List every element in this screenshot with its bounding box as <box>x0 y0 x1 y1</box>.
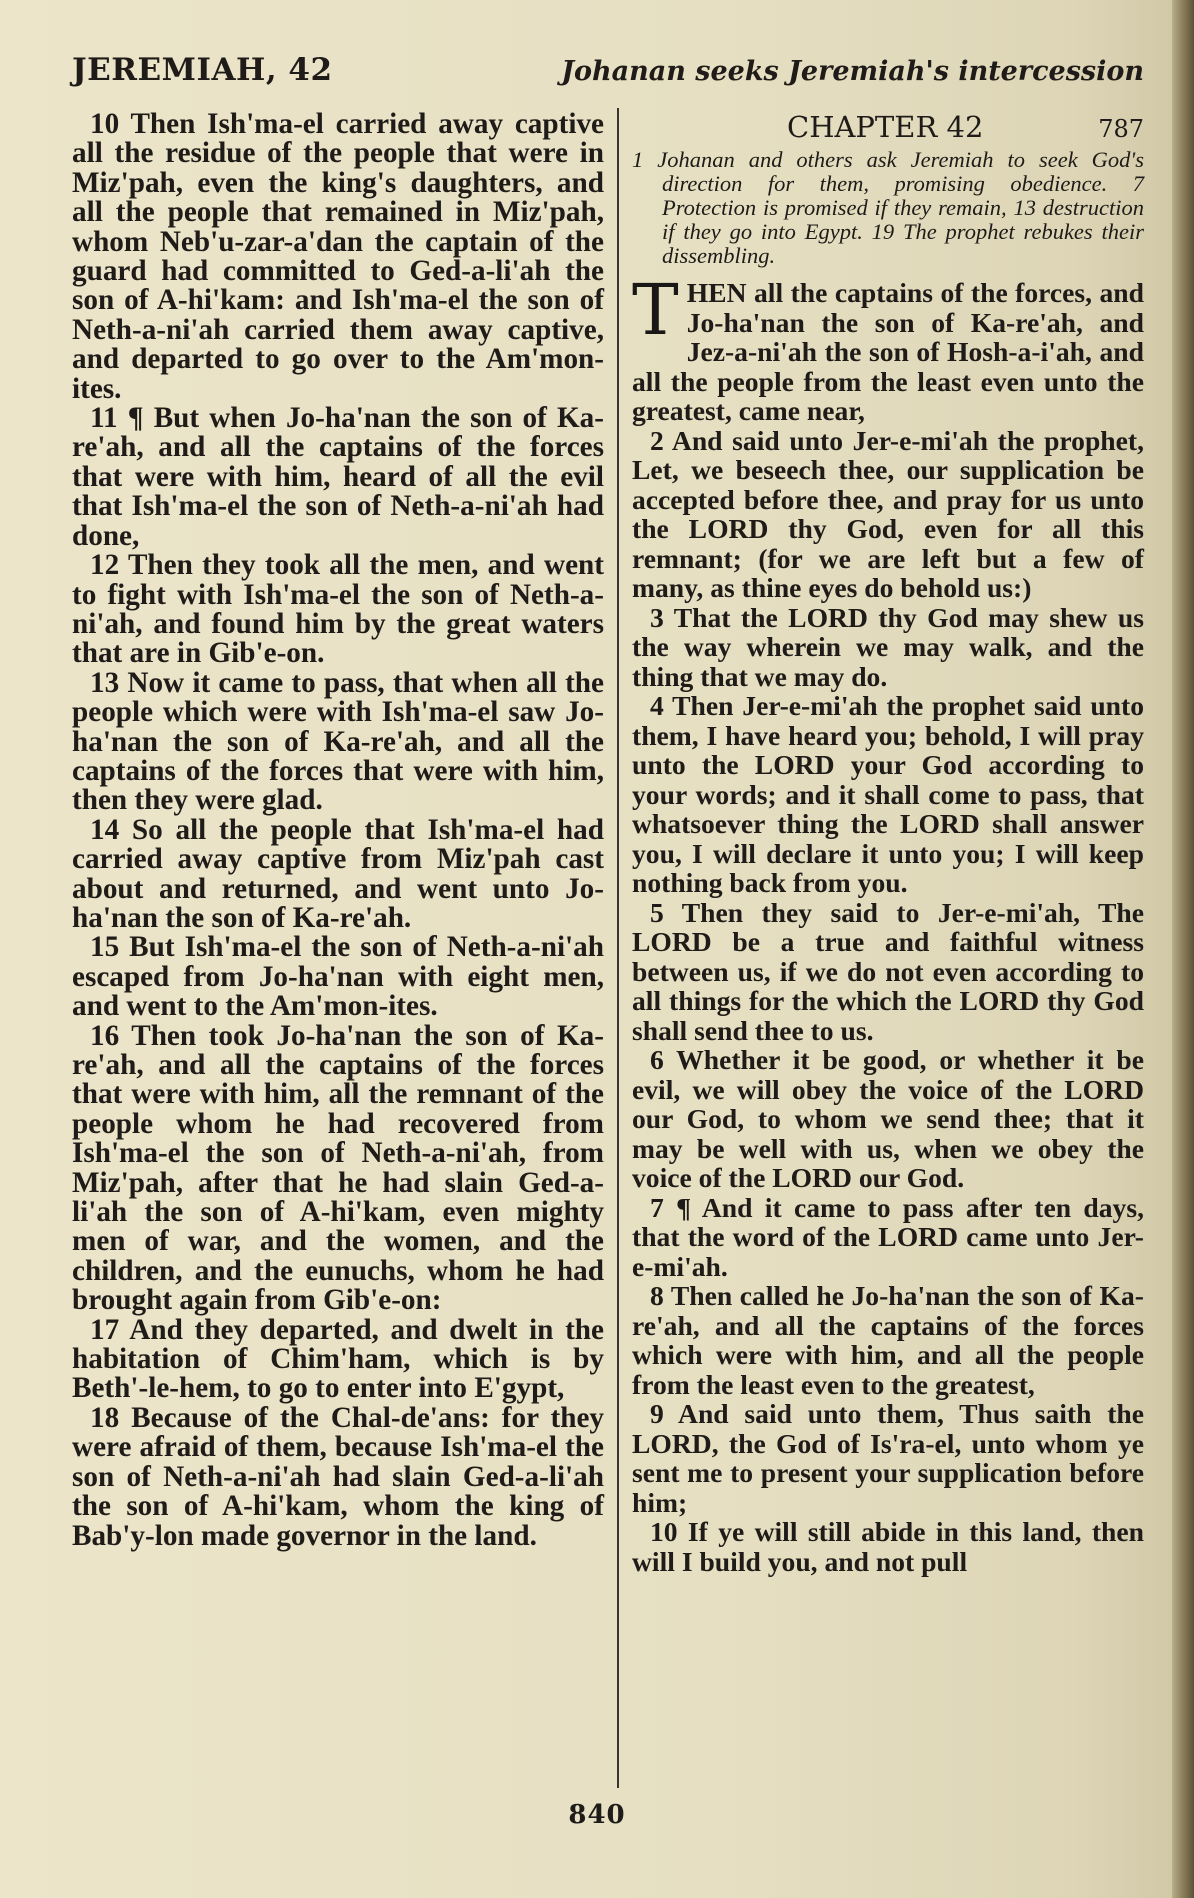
column-divider <box>617 108 619 1788</box>
chapter-page-number: 787 <box>1098 115 1144 143</box>
verse: 2 And said unto Jer-e-mi'ah the prophet, Let, we beseech thee, our supplication be accepted before thee, and pray for us unto the LORD thy God, even for all this remnant; (for we are left but a few of many, as thine eyes do behold us:) <box>632 424 1144 603</box>
drop-cap: T <box>632 269 679 351</box>
page-number: 840 <box>568 1800 626 1830</box>
page-edge <box>1172 0 1194 1898</box>
right-column <box>632 110 1144 1576</box>
verse: 7 ¶ And it came to pass after ten days, that the word of the LORD came unto Jer-e-mi'ah. <box>632 1191 1144 1282</box>
verse: 5 Then they said to Jer-e-mi'ah, The LORD be a true and faithful witness between us, if we do not even according to all things for the which the LORD thy God shall send thee to us. <box>632 896 1144 1046</box>
verse: 17 And they departed, and dwelt in the habitation of Chim'ham, which is by Beth'-le-hem, to go to enter into E'gypt, <box>72 1313 604 1405</box>
verse: 10 Then Ish'ma-el carried away captive all the residue of the people that were in Miz'pah, even the king's daughters, and all the people that remained in Miz'pah, whom Neb'u-zar-a'dan the captain of the guard had committed to Ged-a-li'ah the son of A-hi'kam: and Ish'ma-el the son of Neth-a-ni'ah carried them away captive, and departed to go over to the Am'mon-ites. <box>72 108 604 405</box>
verse-1-text: HEN all the captains of the forces, and Jo-ha'nan the son of Ka-re'ah, and Jez-a-ni'ah the son of Hosh-a-i'ah, and all the people from the least even unto the greatest, came near, <box>632 277 1144 426</box>
verse: 11 ¶ But when Jo-ha'nan the son of Ka-re'ah, and all the captains of the forces that were with him, heard of all the evil that Ish'ma-el the son of Neth-a-ni'ah had done, <box>72 402 604 552</box>
verse-1 <box>632 269 1144 426</box>
verse: 12 Then they took all the men, and went to fight with Ish'ma-el the son of Neth-a-ni'ah, and found him by the great waters that are in Gib'e-on. <box>72 549 604 670</box>
verse: 13 Now it came to pass, that when all the people which were with Ish'ma-el saw Jo-ha'nan the son of Ka-re'ah, and all the captains of the forces that were with him, then they were glad. <box>72 666 604 817</box>
running-head: JEREMIAH, 42 <box>72 52 333 88</box>
running-title: Johanan seeks Jeremiah's intercession <box>561 56 1144 87</box>
verse: 4 Then Jer-e-mi'ah the prophet said unto them, I have heard you; behold, I will pray unto the LORD your God according to your words; and it shall come to pass, that whatsoever thing the LORD shall answer you, I will declare it unto you; I will keep nothing back from you. <box>632 690 1144 898</box>
chapter-summary: 1 Johanan and others ask Jeremiah to seek God's direction for them, promising obedience. 7 Protection is promised if they remain, 13 destruction if they go into Egypt. 19 The prophet rebukes their dissembling. <box>632 147 1144 268</box>
verse: 8 Then called he Jo-ha'nan the son of Ka-re'ah, and all the captains of the forces which were with him, and all the people from the least even to the greatest, <box>632 1280 1144 1400</box>
verse: 14 So all the people that Ish'ma-el had carried away captive from Miz'pah cast about and returned, and went unto Jo-ha'nan the son of Ka-re'ah. <box>72 813 604 934</box>
verse: 10 If ye will still abide in this land, then will I build you, and not pull <box>632 1516 1144 1577</box>
verse: 18 Because of the Chal-de'ans: for they were afraid of them, because Ish'ma-el the son of Neth-a-ni'ah had slain Ged-a-li'ah the son of A-hi'kam, whom the king of Bab'y-lon made governor in the land. <box>72 1401 604 1552</box>
left-column <box>72 110 604 1551</box>
verse: 3 That the LORD thy God may shew us the way wherein we may walk, and the thing that we may do. <box>632 601 1144 692</box>
verse: 15 But Ish'ma-el the son of Neth-a-ni'ah escaped from Jo-ha'nan with eight men, and went to the Am'mon-ites. <box>72 931 604 1023</box>
verse: 6 Whether it be good, or whether it be evil, we will obey the voice of the LORD our God, to whom we send thee; that it may be well with us, when we obey the voice of the LORD our God. <box>632 1044 1144 1193</box>
verse: 16 Then took Jo-ha'nan the son of Ka-re'ah, and all the captains of the forces that were with him, all the remnant of the people whom he had recovered from Ish'ma-el the son of Neth-a-ni'ah, from Miz'pah, after that he had slain Ged-a-li'ah the son of A-hi'kam, even mighty men of war, and the women, and the children, and the eunuchs, whom he had brought again from Gib'e-on: <box>72 1019 604 1317</box>
chapter-heading <box>632 110 1144 146</box>
verse: 9 And said unto them, Thus saith the LORD, the God of Is'ra-el, unto whom ye sent me to present your supplication before him; <box>632 1398 1144 1518</box>
chapter-title: CHAPTER 42 <box>787 110 984 144</box>
page-header <box>72 52 1144 98</box>
